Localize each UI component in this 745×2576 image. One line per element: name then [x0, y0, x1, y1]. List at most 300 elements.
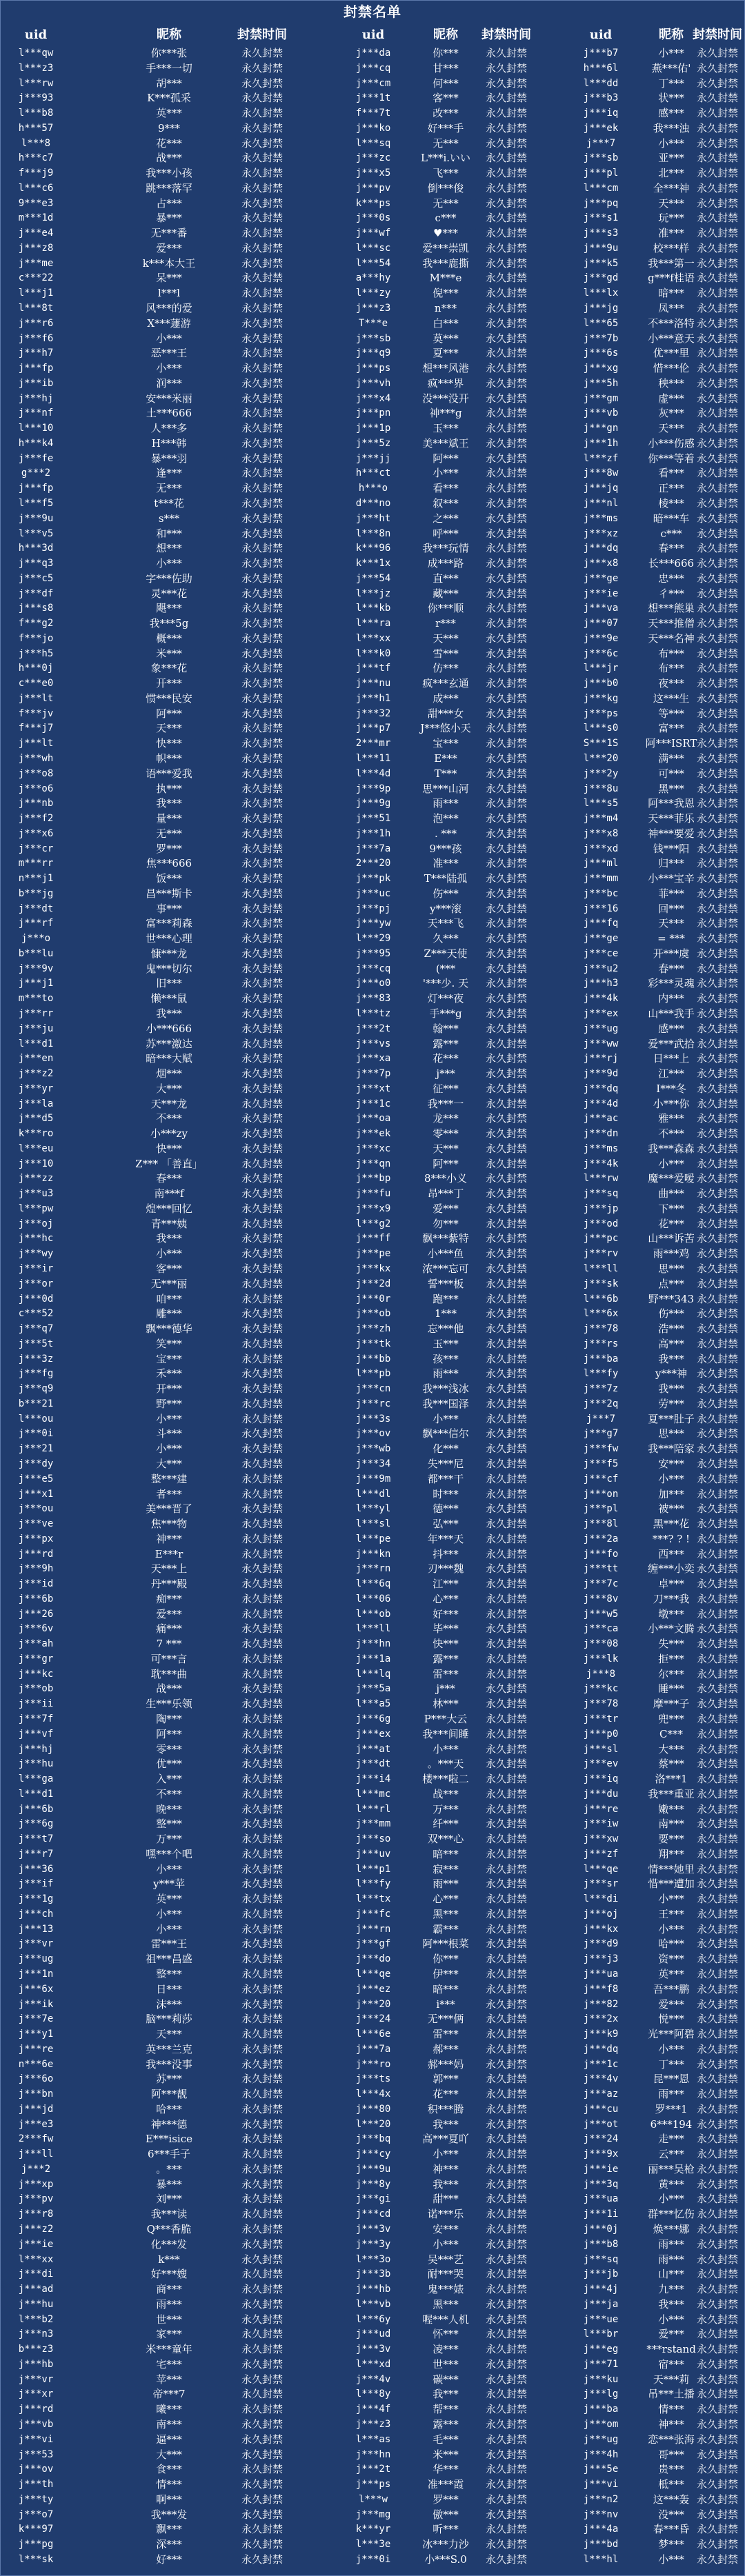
group-2-uid-cell: j***i4: [355, 1773, 391, 1785]
group-3-uid-cell: j***4k: [583, 993, 619, 1005]
table-row: [0, 1652, 745, 1667]
group-2-ban-time-cell: 永久封禁: [485, 2553, 528, 2566]
group-3-nickname-cell: 惜***伦: [653, 362, 690, 375]
group-2-nickname-cell: 心***: [433, 1592, 459, 1605]
group-1-uid-cell: j***la: [18, 1098, 54, 1109]
group-1-nickname-cell: 啊***: [156, 2493, 182, 2506]
group-2-nickname-cell: 飘***紫特: [422, 1232, 469, 1245]
group-3-ban-time-cell: 永久封禁: [696, 1953, 739, 1966]
group-3-uid-cell: j***1i: [583, 2208, 619, 2220]
group-3-nickname-cell: 小***你: [653, 1097, 690, 1110]
group-1-uid-cell: j***hj: [18, 1743, 54, 1755]
group-3-ban-time-cell: 永久封禁: [696, 782, 739, 795]
group-3-ban-time-cell: 永久封禁: [696, 2448, 739, 2461]
group-2-ban-time-cell: 永久封禁: [485, 737, 528, 750]
group-3-uid-cell: j***pl: [583, 168, 619, 179]
group-3-uid-cell: j***ms: [583, 1143, 619, 1154]
table-row: [0, 856, 745, 872]
group-1-ban-time-cell: 永久封禁: [241, 2268, 284, 2281]
group-2-ban-time-cell: 永久封禁: [485, 2193, 528, 2206]
group-2-nickname-cell: T***: [434, 767, 457, 780]
group-1-ban-time-cell: 永久封禁: [241, 842, 284, 855]
group-1-uid-cell: j***vf: [18, 1728, 54, 1740]
group-3-nickname-cell: 摩***子: [653, 1698, 690, 1711]
table-row: [0, 1142, 745, 1157]
group-3-uid-cell: j***4d: [583, 1098, 619, 1109]
group-2-ban-time-cell: 永久封禁: [485, 121, 528, 134]
group-3-uid-cell: j***sq: [583, 2253, 619, 2265]
group-2-uid-cell: l***20: [355, 2118, 391, 2130]
group-1-nickname-cell: 不***: [156, 1112, 182, 1125]
group-1-nickname-cell: 耽***曲: [150, 1667, 188, 1680]
group-2-nickname-cell: 玉***: [433, 1337, 459, 1350]
group-2-ban-time-cell: 永久封禁: [485, 362, 528, 375]
group-2-uid-cell: j***x9: [355, 1203, 391, 1214]
table-row: [0, 2192, 745, 2207]
group-2-uid-cell: j***cq: [355, 963, 391, 974]
table-row: [0, 1111, 745, 1127]
group-1-ban-time-cell: 永久封禁: [241, 917, 284, 930]
group-2-uid-cell: a***hy: [355, 272, 391, 284]
group-2-nickname-cell: 小***S.0: [424, 2553, 467, 2566]
group-1-ban-time-cell: 永久封禁: [241, 1487, 284, 1500]
group-2-uid-cell: j***4v: [355, 2373, 391, 2385]
group-1-nickname-cell: 苹***: [156, 2373, 182, 2386]
group-2-nickname-cell: 弘***: [433, 1518, 459, 1531]
group-3-nickname-cell: 小***: [658, 1922, 684, 1935]
group-3-nickname-cell: 爱***: [658, 2328, 684, 2341]
group-3-uid-cell: S***1S: [583, 738, 619, 749]
group-1-uid-cell: j***0d: [18, 1293, 54, 1305]
group-1-uid-cell: j***or: [18, 1278, 54, 1289]
table-row: [0, 782, 745, 797]
group-2-ban-time-cell: 永久封禁: [485, 707, 528, 720]
group-3-ban-time-cell: 永久封禁: [696, 842, 739, 855]
group-1-uid-cell: j***ug: [18, 1953, 54, 1965]
group-2-ban-time-cell: 永久封禁: [485, 2102, 528, 2115]
group-3-ban-time-cell: 永久封禁: [696, 2042, 739, 2055]
group-3-ban-time-cell: 永久封禁: [696, 1547, 739, 1560]
group-3-nickname-cell: 小***: [658, 1472, 684, 1485]
group-1-nickname-cell: 无***丽: [150, 1277, 188, 1290]
group-2-ban-time-cell: 永久封禁: [485, 241, 528, 254]
group-2-uid-cell: l***tx: [355, 1893, 391, 1905]
table-row: [0, 1697, 745, 1712]
table-row: [0, 2162, 745, 2177]
group-2-nickname-cell: 疯***界: [427, 376, 464, 390]
group-1-nickname-cell: 天***上: [150, 1562, 188, 1576]
group-1-nickname-cell: 象***花: [150, 662, 188, 675]
group-3-uid-cell: j***kx: [583, 1923, 619, 1935]
group-1-uid-cell: j***re: [18, 2043, 54, 2055]
group-3-uid-cell: j***1h: [583, 437, 619, 449]
group-3-ban-time-cell: 永久封禁: [696, 587, 739, 600]
group-1-ban-time-cell: 永久封禁: [241, 2463, 284, 2476]
group-3-uid-cell: j***5e: [583, 2464, 619, 2475]
group-2-uid-cell: j***gf: [355, 1938, 391, 1950]
group-3-uid-cell: l***6x: [583, 1308, 619, 1320]
group-2-uid-cell: l***4x: [355, 2089, 391, 2100]
group-1-nickname-cell: 丹***殿: [150, 1578, 188, 1591]
table-row: [0, 496, 745, 512]
group-1-ban-time-cell: 永久封禁: [241, 1157, 284, 1170]
group-1-ban-time-cell: 永久封禁: [241, 2417, 284, 2431]
group-3-nickname-cell: 蔡***: [658, 1758, 684, 1771]
group-3-uid-cell: j***ua: [583, 1969, 619, 1980]
group-2-uid-cell: j***1c: [355, 1098, 391, 1109]
group-3-ban-time-cell: 永久封禁: [696, 1262, 739, 1276]
group-1-nickname-cell: 和***: [156, 527, 182, 540]
group-1-ban-time-cell: 永久封禁: [241, 1187, 284, 1200]
group-2-ban-time-cell: 永久封禁: [485, 872, 528, 885]
table-row: [0, 2237, 745, 2253]
group-1-ban-time-cell: 永久封禁: [241, 1262, 284, 1276]
group-1-ban-time-cell: 永久封禁: [241, 1247, 284, 1260]
group-3-ban-time-cell: 永久封禁: [696, 1562, 739, 1576]
group-3-uid-cell: l***6b: [583, 1293, 619, 1305]
group-1-uid-cell: m***1d: [18, 212, 54, 224]
group-1-uid-cell: j***z2: [18, 1068, 54, 1080]
group-3-nickname-cell: 秧***: [658, 376, 684, 390]
group-1-nickname-cell: 整***: [156, 1968, 182, 1980]
group-2-ban-time-cell: 永久封禁: [485, 1427, 528, 1440]
group-2-nickname-cell: 雨***: [433, 797, 459, 810]
group-3-ban-time-cell: 永久封禁: [696, 1787, 739, 1800]
group-2-uid-cell: j***bp: [355, 1173, 391, 1185]
group-1-ban-time-cell: 永久封禁: [241, 2148, 284, 2161]
group-1-uid-cell: n***6e: [18, 2058, 54, 2070]
group-3-ban-time-cell: 永久封禁: [696, 2417, 739, 2431]
group-3-nickname-cell: 阿***ISRT: [645, 737, 697, 750]
group-1-nickname-cell: 小***zy: [150, 1127, 188, 1140]
group-1-uid-cell: h***k4: [18, 437, 54, 449]
group-3-uid-cell: j***9d: [583, 1068, 619, 1080]
group-1-nickname-cell: 晚***: [156, 1802, 182, 1815]
group-2-ban-time-cell: 永久封禁: [485, 2388, 528, 2401]
group-3-uid-cell: j***ge: [583, 933, 619, 945]
group-1-nickname-cell: 开***: [156, 1382, 182, 1396]
group-2-ban-time-cell: 永久封禁: [485, 977, 528, 990]
group-3-ban-time-cell: 永久封禁: [696, 542, 739, 555]
group-3-ban-time-cell: 永久封禁: [696, 1833, 739, 1846]
group-1-uid-cell: j***u3: [18, 1188, 54, 1200]
table-row: [0, 721, 745, 736]
table-row: [0, 1532, 745, 1547]
group-2-ban-time-cell: 永久封禁: [485, 1157, 528, 1170]
group-1-uid-cell: j***th: [18, 2479, 54, 2491]
group-3-uid-cell: j***ac: [583, 1113, 619, 1125]
group-1-ban-time-cell: 永久封禁: [241, 692, 284, 705]
group-2-nickname-cell: 甘***: [433, 61, 459, 74]
group-3-nickname-cell: 思***: [658, 1427, 684, 1440]
group-3-uid-cell: j***eg: [583, 2344, 619, 2355]
group-3-ban-time-cell: 永久封禁: [696, 1382, 739, 1396]
group-2-nickname-cell: 小***: [433, 1742, 459, 1755]
table-row: [0, 976, 745, 992]
group-3-nickname-cell: y***神: [655, 1367, 687, 1380]
group-3-nickname-cell: 燕***佑': [651, 61, 691, 74]
table-row: [0, 601, 745, 616]
table-row: [0, 2147, 745, 2162]
group-3-uid-cell: j***8: [586, 1668, 616, 1680]
group-3-nickname-cell: 雅***: [658, 1112, 684, 1125]
group-3-uid-cell: l***qe: [583, 1863, 619, 1875]
group-1-uid-cell: j***q7: [18, 1323, 54, 1335]
table-row: [0, 226, 745, 241]
table-row: [0, 2177, 745, 2193]
group-2-uid-cell: j***hb: [355, 2284, 391, 2295]
group-1-nickname-cell: 安***米丽: [146, 392, 192, 405]
group-1-uid-cell: j***ob: [18, 1683, 54, 1695]
group-2-ban-time-cell: 永久封禁: [485, 1112, 528, 1125]
group-3-ban-time-cell: 永久封禁: [696, 2133, 739, 2146]
group-2-ban-time-cell: 永久封禁: [485, 1712, 528, 1725]
group-2-uid-cell: l***g2: [355, 1218, 391, 1229]
group-3-nickname-cell: 洛***1: [655, 1773, 688, 1786]
group-1-ban-time-cell: 永久封禁: [241, 1907, 284, 1920]
table-row: [0, 1487, 745, 1502]
group-2-uid-cell: j***q9: [355, 348, 391, 359]
group-1-ban-time-cell: 永久封禁: [241, 1307, 284, 1320]
group-3-ban-time-cell: 永久封禁: [696, 376, 739, 390]
group-3-ban-time-cell: 永久封禁: [696, 2478, 739, 2491]
group-2-ban-time-cell: 永久封禁: [485, 1758, 528, 1771]
group-2-nickname-cell: T***陆孤: [424, 872, 468, 885]
group-3-ban-time-cell: 永久封禁: [696, 2388, 739, 2401]
group-2-nickname-cell: 花***: [433, 1052, 459, 1065]
group-3-nickname-cell: 缠***小奕: [648, 1562, 695, 1576]
table-row: [0, 1262, 745, 1277]
group-1-ban-time-cell: 永久封禁: [241, 587, 284, 600]
group-3-uid-cell: j***iw: [583, 1818, 619, 1830]
group-1-uid-cell: j***dt: [18, 903, 54, 914]
group-3-uid-cell: j***bc: [583, 887, 619, 899]
group-1-ban-time-cell: 永久封禁: [241, 1382, 284, 1396]
group-2-uid-cell: j***x4: [355, 392, 391, 404]
group-3-uid-cell: j***tt: [583, 1563, 619, 1575]
group-2-nickname-cell: 米***: [433, 2448, 459, 2461]
group-2-ban-time-cell: 永久封禁: [485, 2042, 528, 2055]
group-1-uid-cell: j***ik: [18, 1998, 54, 2010]
group-2-uid-cell: j***54: [355, 572, 391, 584]
group-1-nickname-cell: 美***晋了: [146, 1502, 192, 1516]
group-1-ban-time-cell: 永久封禁: [241, 542, 284, 555]
group-3-uid-cell: j***5h: [583, 377, 619, 389]
group-1-uid-cell: c***e0: [18, 678, 54, 690]
group-3-uid-cell: j***nl: [583, 497, 619, 509]
table-row: [0, 692, 745, 707]
group-1-ban-time-cell: 永久封禁: [241, 737, 284, 750]
group-3-nickname-cell: 天***名神: [648, 632, 695, 645]
table-row: [0, 1757, 745, 1772]
group-1-ban-time-cell: 永久封禁: [241, 2193, 284, 2206]
group-1-uid-cell: j***ll: [18, 2149, 54, 2160]
table-row: [0, 271, 745, 286]
group-1-nickname-cell: 慷***龙: [150, 947, 188, 960]
group-3-uid-cell: j***d9: [583, 1938, 619, 1950]
group-1-ban-time-cell: 永久封禁: [241, 857, 284, 870]
group-3-uid-cell: j***h3: [583, 978, 619, 989]
group-1-ban-time-cell: 永久封禁: [241, 1922, 284, 1935]
group-3-uid-cell: j***fq: [583, 918, 619, 929]
group-1-uid-cell: l***ou: [18, 1413, 54, 1425]
group-3-uid-cell: j***71: [583, 2358, 619, 2370]
group-2-nickname-cell: 昂***丁: [427, 1187, 464, 1200]
group-2-nickname-cell: n***: [434, 302, 457, 315]
group-1-uid-cell: j***ch: [18, 1908, 54, 1920]
group-3-uid-cell: j***u2: [583, 963, 619, 974]
group-2-ban-time-cell: 永久封禁: [485, 287, 528, 300]
group-3-ban-time-cell: 永久封禁: [696, 1127, 739, 1140]
group-2-ban-time-cell: 永久封禁: [485, 1742, 528, 1755]
group-3-nickname-cell: 焕***娜: [653, 2223, 690, 2236]
group-3-nickname-cell: 夜***: [658, 677, 684, 690]
group-1-uid-cell: j***yr: [18, 1083, 54, 1094]
group-3-nickname-cell: 我***陪家: [648, 1442, 695, 1456]
group-3-ban-time-cell: 永久封禁: [696, 812, 739, 825]
group-3-uid-cell: l***lx: [583, 288, 619, 299]
group-2-uid-cell: j***pe: [355, 1248, 391, 1260]
group-3-ban-time-cell: 永久封禁: [696, 662, 739, 675]
group-3-uid-cell: j***dq: [583, 2043, 619, 2055]
group-1-uid-cell: j***jd: [18, 2103, 54, 2115]
group-1-ban-time-cell: 永久封禁: [241, 2403, 284, 2416]
group-1-nickname-cell: E***r: [155, 1547, 183, 1560]
group-1-ban-time-cell: 永久封禁: [241, 902, 284, 915]
group-2-ban-time-cell: 永久封禁: [485, 2088, 528, 2101]
group-3-nickname-cell: 黑***花: [653, 1518, 690, 1531]
group-2-nickname-cell: 甜***: [433, 2193, 459, 2206]
group-2-uid-cell: l***ra: [355, 618, 391, 630]
group-2-nickname-cell: 时***: [433, 1487, 459, 1500]
group-1-uid-cell: j***di: [18, 2268, 54, 2280]
group-2-nickname-cell: 爱***: [433, 1202, 459, 1215]
group-1-uid-cell: j***r7: [18, 1848, 54, 1860]
group-3-uid-cell: j***jb: [583, 2268, 619, 2280]
group-3-nickname-cell: 全***神: [653, 181, 690, 194]
group-1-uid-cell: j***hc: [18, 1233, 54, 1245]
group-3-nickname-cell: 丁***: [658, 2057, 684, 2071]
group-1-uid-cell: j***fp: [18, 363, 54, 374]
group-2-uid-cell: l***sq: [355, 137, 391, 149]
group-1-nickname-cell: 润***: [156, 376, 182, 390]
group-3-uid-cell: j***fw: [583, 1443, 619, 1455]
group-2-nickname-cell: y***滚: [430, 902, 461, 915]
group-2-nickname-cell: 霸***: [433, 1922, 459, 1935]
group-3-ban-time-cell: 永久封禁: [696, 61, 739, 74]
group-3-uid-cell: j***sr: [583, 1878, 619, 1890]
group-2-ban-time-cell: 永久封禁: [485, 1787, 528, 1800]
group-1-ban-time-cell: 永久封禁: [241, 1562, 284, 1576]
group-1-uid-cell: j***rf: [18, 918, 54, 929]
group-3-uid-cell: j***bd: [583, 2539, 619, 2550]
group-2-uid-cell: j***7a: [355, 843, 391, 854]
group-2-ban-time-cell: 永久封禁: [485, 1907, 528, 1920]
group-1-ban-time-cell: 永久封禁: [241, 1502, 284, 1516]
group-3-nickname-cell: 情***: [658, 2403, 684, 2416]
group-3-nickname-cell: = ***: [657, 932, 685, 945]
group-3-nickname-cell: 哥***: [658, 2448, 684, 2461]
group-3-nickname-cell: 点***: [658, 1277, 684, 1290]
group-1-nickname-cell: 曦***: [156, 2403, 182, 2416]
group-2-nickname-cell: 直***: [433, 572, 459, 585]
group-1-nickname-cell: 我***: [156, 797, 182, 810]
table-row: [0, 2132, 745, 2147]
group-2-ban-time-cell: 永久封禁: [485, 2538, 528, 2551]
table-row: [0, 301, 745, 316]
group-1-ban-time-cell: 永久封禁: [241, 1547, 284, 1560]
group-3-nickname-cell: 爱***: [658, 1998, 684, 2011]
group-1-uid-cell: k***97: [18, 2524, 54, 2535]
group-2-nickname-cell: i***: [436, 1998, 455, 2011]
group-1-nickname-cell: t***花: [154, 496, 184, 510]
table-row: [0, 2477, 745, 2493]
group-1-nickname-cell: 小***: [156, 557, 182, 570]
group-2-uid-cell: j***oa: [355, 1113, 391, 1125]
group-2-ban-time-cell: 永久封禁: [485, 1698, 528, 1711]
group-1-nickname-cell: 量***: [156, 812, 182, 825]
group-2-uid-cell: j***1p: [355, 423, 391, 434]
group-2-nickname-cell: 倪***: [433, 287, 459, 300]
group-1-nickname-cell: 可***言: [150, 1652, 188, 1665]
group-2-nickname-cell: ♥***: [433, 227, 458, 240]
group-1-header-nickname: 昵称: [157, 28, 181, 42]
group-3-nickname-cell: ***? ? !: [652, 1532, 691, 1545]
group-2-ban-time-cell: 永久封禁: [485, 752, 528, 765]
group-3-ban-time-cell: 永久封禁: [696, 1277, 739, 1290]
group-3-nickname-cell: 情***她里: [648, 1862, 695, 1875]
group-2-nickname-cell: 翰***: [433, 1022, 459, 1035]
group-3-nickname-cell: 翔***: [658, 1847, 684, 1860]
group-1-uid-cell: j***26: [18, 1608, 54, 1620]
group-3-ban-time-cell: 永久封禁: [696, 2343, 739, 2356]
group-2-uid-cell: j***ko: [355, 122, 391, 134]
group-2-ban-time-cell: 永久封禁: [485, 767, 528, 780]
group-3-nickname-cell: 正***: [658, 482, 684, 495]
table-row: [0, 2282, 745, 2297]
group-2-ban-time-cell: 永久封禁: [485, 107, 528, 120]
group-2-ban-time-cell: 永久封禁: [485, 842, 528, 855]
group-1-ban-time-cell: 永久封禁: [241, 1622, 284, 1636]
group-3-ban-time-cell: 永久封禁: [696, 2268, 739, 2281]
group-1-ban-time-cell: 永久封禁: [241, 827, 284, 840]
group-2-uid-cell: h***ct: [355, 467, 391, 479]
group-2-nickname-cell: 怀***: [433, 2328, 459, 2341]
table-row: [0, 406, 745, 421]
group-1-ban-time-cell: 永久封禁: [241, 1322, 284, 1336]
group-1-uid-cell: b***lu: [18, 947, 54, 959]
group-2-ban-time-cell: 永久封禁: [485, 1953, 528, 1966]
group-1-uid-cell: j***ie: [18, 2238, 54, 2250]
group-1-uid-cell: j***9h: [18, 1563, 54, 1575]
group-1-nickname-cell: 家***: [156, 2328, 182, 2341]
group-3-nickname-cell: 想***熊巢: [648, 602, 695, 615]
group-3-ban-time-cell: 永久封禁: [696, 1007, 739, 1020]
group-3-ban-time-cell: 永久封禁: [696, 212, 739, 225]
group-3-uid-cell: j***6c: [583, 647, 619, 659]
group-1-uid-cell: j***53: [18, 2448, 54, 2460]
group-2-uid-cell: j***dt: [355, 1758, 391, 1770]
group-2-ban-time-cell: 永久封禁: [485, 1232, 528, 1245]
group-3-uid-cell: j***7z: [583, 1383, 619, 1395]
group-3-nickname-cell: 暗***车: [653, 512, 690, 525]
group-2-header-nickname: 昵称: [433, 28, 458, 42]
table-row: [0, 1157, 745, 1172]
group-2-nickname-cell: 双***心: [427, 1833, 464, 1846]
group-3-uid-cell: j***az: [583, 2089, 619, 2100]
group-1-nickname-cell: 日***: [156, 1982, 182, 1995]
group-3-nickname-cell: 天***: [658, 197, 684, 210]
